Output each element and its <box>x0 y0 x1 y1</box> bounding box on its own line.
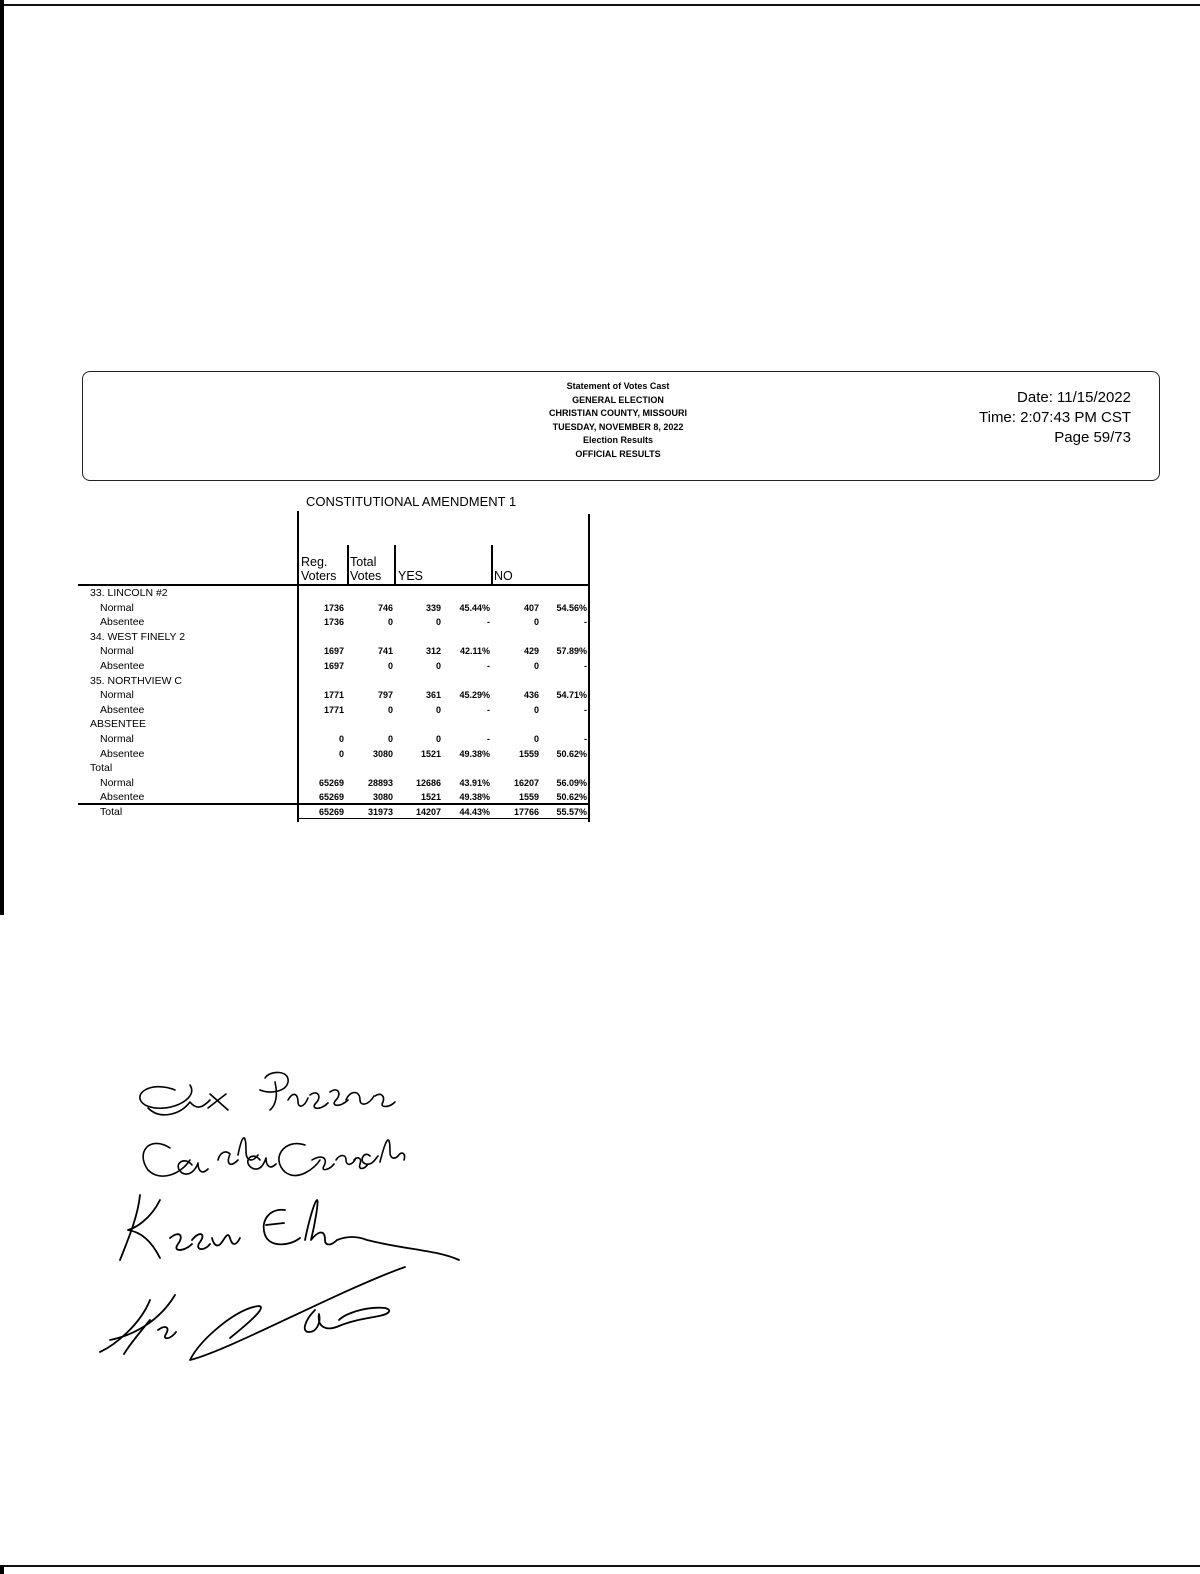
group-label: 35. NORTHVIEW C <box>90 674 182 687</box>
table-row <box>0 644 600 658</box>
col-divider-total <box>347 545 349 585</box>
table-group-row <box>0 761 600 775</box>
row-label: Absentee <box>100 616 145 629</box>
col-divider-yes <box>394 545 396 585</box>
row-label: Absentee <box>100 747 145 760</box>
cell-yes: 0 <box>435 661 441 671</box>
row-label: Absentee <box>100 660 145 672</box>
row-label: Normal <box>100 645 134 658</box>
cell-no-pct: 54.71% <box>556 690 587 701</box>
cell-no: 429 <box>523 646 539 657</box>
cell-yes-pct: 44.43% <box>459 807 490 817</box>
cell-yes-pct: - <box>487 734 490 744</box>
row-label: Total <box>100 806 123 818</box>
cell-total: 0 <box>387 661 393 671</box>
cell-no: 0 <box>533 617 539 628</box>
row-label: Normal <box>100 776 134 789</box>
cell-no-pct: 57.89% <box>556 646 587 657</box>
table-row <box>0 790 600 804</box>
cell-reg: 65269 <box>318 777 344 788</box>
cell-no-pct: - <box>584 661 587 671</box>
cell-yes-pct: 49.38% <box>459 748 490 759</box>
election-name: GENERAL ELECTION <box>572 394 664 405</box>
row-label: Absentee <box>100 703 145 716</box>
cell-yes-pct: 42.11% <box>459 646 490 657</box>
cell-no-pct: 50.62% <box>556 792 587 803</box>
cell-reg: 1771 <box>323 704 344 715</box>
report-time: Time: 2:07:43 PM CST <box>979 409 1131 426</box>
election-date: TUESDAY, NOVEMBER 8, 2022 <box>552 421 684 432</box>
cell-no: 436 <box>523 690 539 701</box>
cell-total: 0 <box>387 617 393 628</box>
table-row <box>0 805 600 819</box>
table-row <box>0 703 600 717</box>
cell-yes: 361 <box>425 690 441 701</box>
cell-yes: 312 <box>425 646 441 657</box>
cell-reg: 1697 <box>323 646 344 657</box>
table-row <box>0 601 600 615</box>
handwritten-signatures <box>80 1060 500 1380</box>
table-row <box>0 732 600 746</box>
cell-yes-pct: - <box>487 661 490 671</box>
cell-yes-pct: - <box>487 704 490 715</box>
table-row <box>0 688 600 702</box>
cell-reg: 1771 <box>323 690 344 701</box>
official-label: OFFICIAL RESULTS <box>575 448 661 459</box>
table-group-row <box>0 586 600 600</box>
cell-reg: 1736 <box>323 602 344 613</box>
group-label: 34. WEST FINELY 2 <box>90 630 186 643</box>
table-row <box>0 615 600 629</box>
table-row <box>0 776 600 790</box>
cell-no-pct: - <box>584 617 587 628</box>
signature-4 <box>100 1267 405 1360</box>
cell-no: 0 <box>533 704 539 715</box>
cell-yes-pct: 45.29% <box>459 690 490 701</box>
cell-reg: 0 <box>338 748 344 759</box>
cell-reg: 1736 <box>323 617 344 628</box>
row-label: Absentee <box>100 791 145 804</box>
cell-yes: 1521 <box>420 748 441 759</box>
col-no: NO <box>494 569 513 583</box>
cell-no: 1559 <box>518 792 539 803</box>
col-yes: YES <box>398 569 424 583</box>
cell-total: 28893 <box>367 777 393 788</box>
cell-no-pct: 55.57% <box>556 807 587 817</box>
cell-total: 0 <box>387 734 393 744</box>
scan-edge-left-bottom <box>0 1565 4 1574</box>
cell-total: 31973 <box>367 807 393 817</box>
cell-no-pct: 50.62% <box>556 748 587 759</box>
report-meta <box>979 388 1131 448</box>
cell-reg: 65269 <box>318 807 344 817</box>
contest-title: CONSTITUTIONAL AMENDMENT 1 <box>306 494 517 509</box>
cell-total: 741 <box>377 646 393 657</box>
cell-no: 0 <box>533 661 539 671</box>
cell-no-pct: - <box>584 704 587 715</box>
report-date: Date: 11/15/2022 <box>1017 389 1131 406</box>
cell-yes-pct: 45.44% <box>459 602 490 613</box>
cell-yes: 1521 <box>420 792 441 803</box>
cell-yes: 339 <box>425 602 441 613</box>
cell-yes-pct: 49.38% <box>459 792 490 803</box>
cell-no-pct: 54.56% <box>556 602 587 613</box>
cell-yes: 0 <box>435 704 441 715</box>
cell-yes-pct: - <box>487 617 490 628</box>
cell-no-pct: - <box>584 734 587 744</box>
cell-total: 3080 <box>372 792 393 803</box>
table-group-row <box>0 674 600 688</box>
cell-total: 3080 <box>372 748 393 759</box>
cell-yes: 0 <box>435 734 441 744</box>
group-label: ABSENTEE <box>90 718 147 731</box>
group-label: 33. LINCOLN #2 <box>90 587 168 599</box>
cell-reg: 1697 <box>323 661 344 671</box>
cell-reg: 65269 <box>318 792 344 803</box>
results-label: Election Results <box>582 435 654 446</box>
report-title: Statement of Votes Cast <box>566 381 670 391</box>
cell-yes: 0 <box>435 617 441 628</box>
cell-reg: 0 <box>338 734 344 744</box>
cell-total: 797 <box>377 690 393 701</box>
cell-total: 0 <box>387 704 393 715</box>
report-title-block <box>503 380 733 462</box>
table-group-row <box>0 717 600 731</box>
cell-no: 17766 <box>513 807 539 817</box>
cell-no: 1559 <box>518 748 539 759</box>
table-row <box>0 659 600 673</box>
cell-no: 16207 <box>513 777 539 788</box>
cell-no: 407 <box>523 602 539 613</box>
col-reg-voters: Reg. Voters <box>301 555 337 583</box>
cell-yes: 14207 <box>415 807 441 817</box>
signature-block <box>80 1060 500 1380</box>
col-total-votes: Total Votes <box>350 555 382 583</box>
row-label: Normal <box>100 689 134 702</box>
county-name: CHRISTIAN COUNTY, MISSOURI <box>548 408 687 419</box>
cell-yes: 12686 <box>415 777 441 788</box>
cell-yes-pct: 43.91% <box>459 777 490 788</box>
signature-1 <box>140 1072 395 1114</box>
table-group-row <box>0 630 600 644</box>
signature-2 <box>143 1138 404 1176</box>
table-row <box>0 747 600 761</box>
cell-no: 0 <box>533 734 539 744</box>
col-divider-no <box>491 545 493 585</box>
cell-no-pct: 56.09% <box>556 777 587 788</box>
scan-edge-bottom <box>0 1565 1200 1567</box>
signature-3 <box>120 1195 459 1260</box>
group-label: Total <box>90 762 113 775</box>
page-number: Page 59/73 <box>1054 429 1131 446</box>
scan-edge-top <box>0 4 1200 6</box>
row-label: Normal <box>100 601 134 614</box>
row-label: Normal <box>100 733 134 745</box>
cell-total: 746 <box>377 602 393 613</box>
report-header <box>82 371 1160 481</box>
